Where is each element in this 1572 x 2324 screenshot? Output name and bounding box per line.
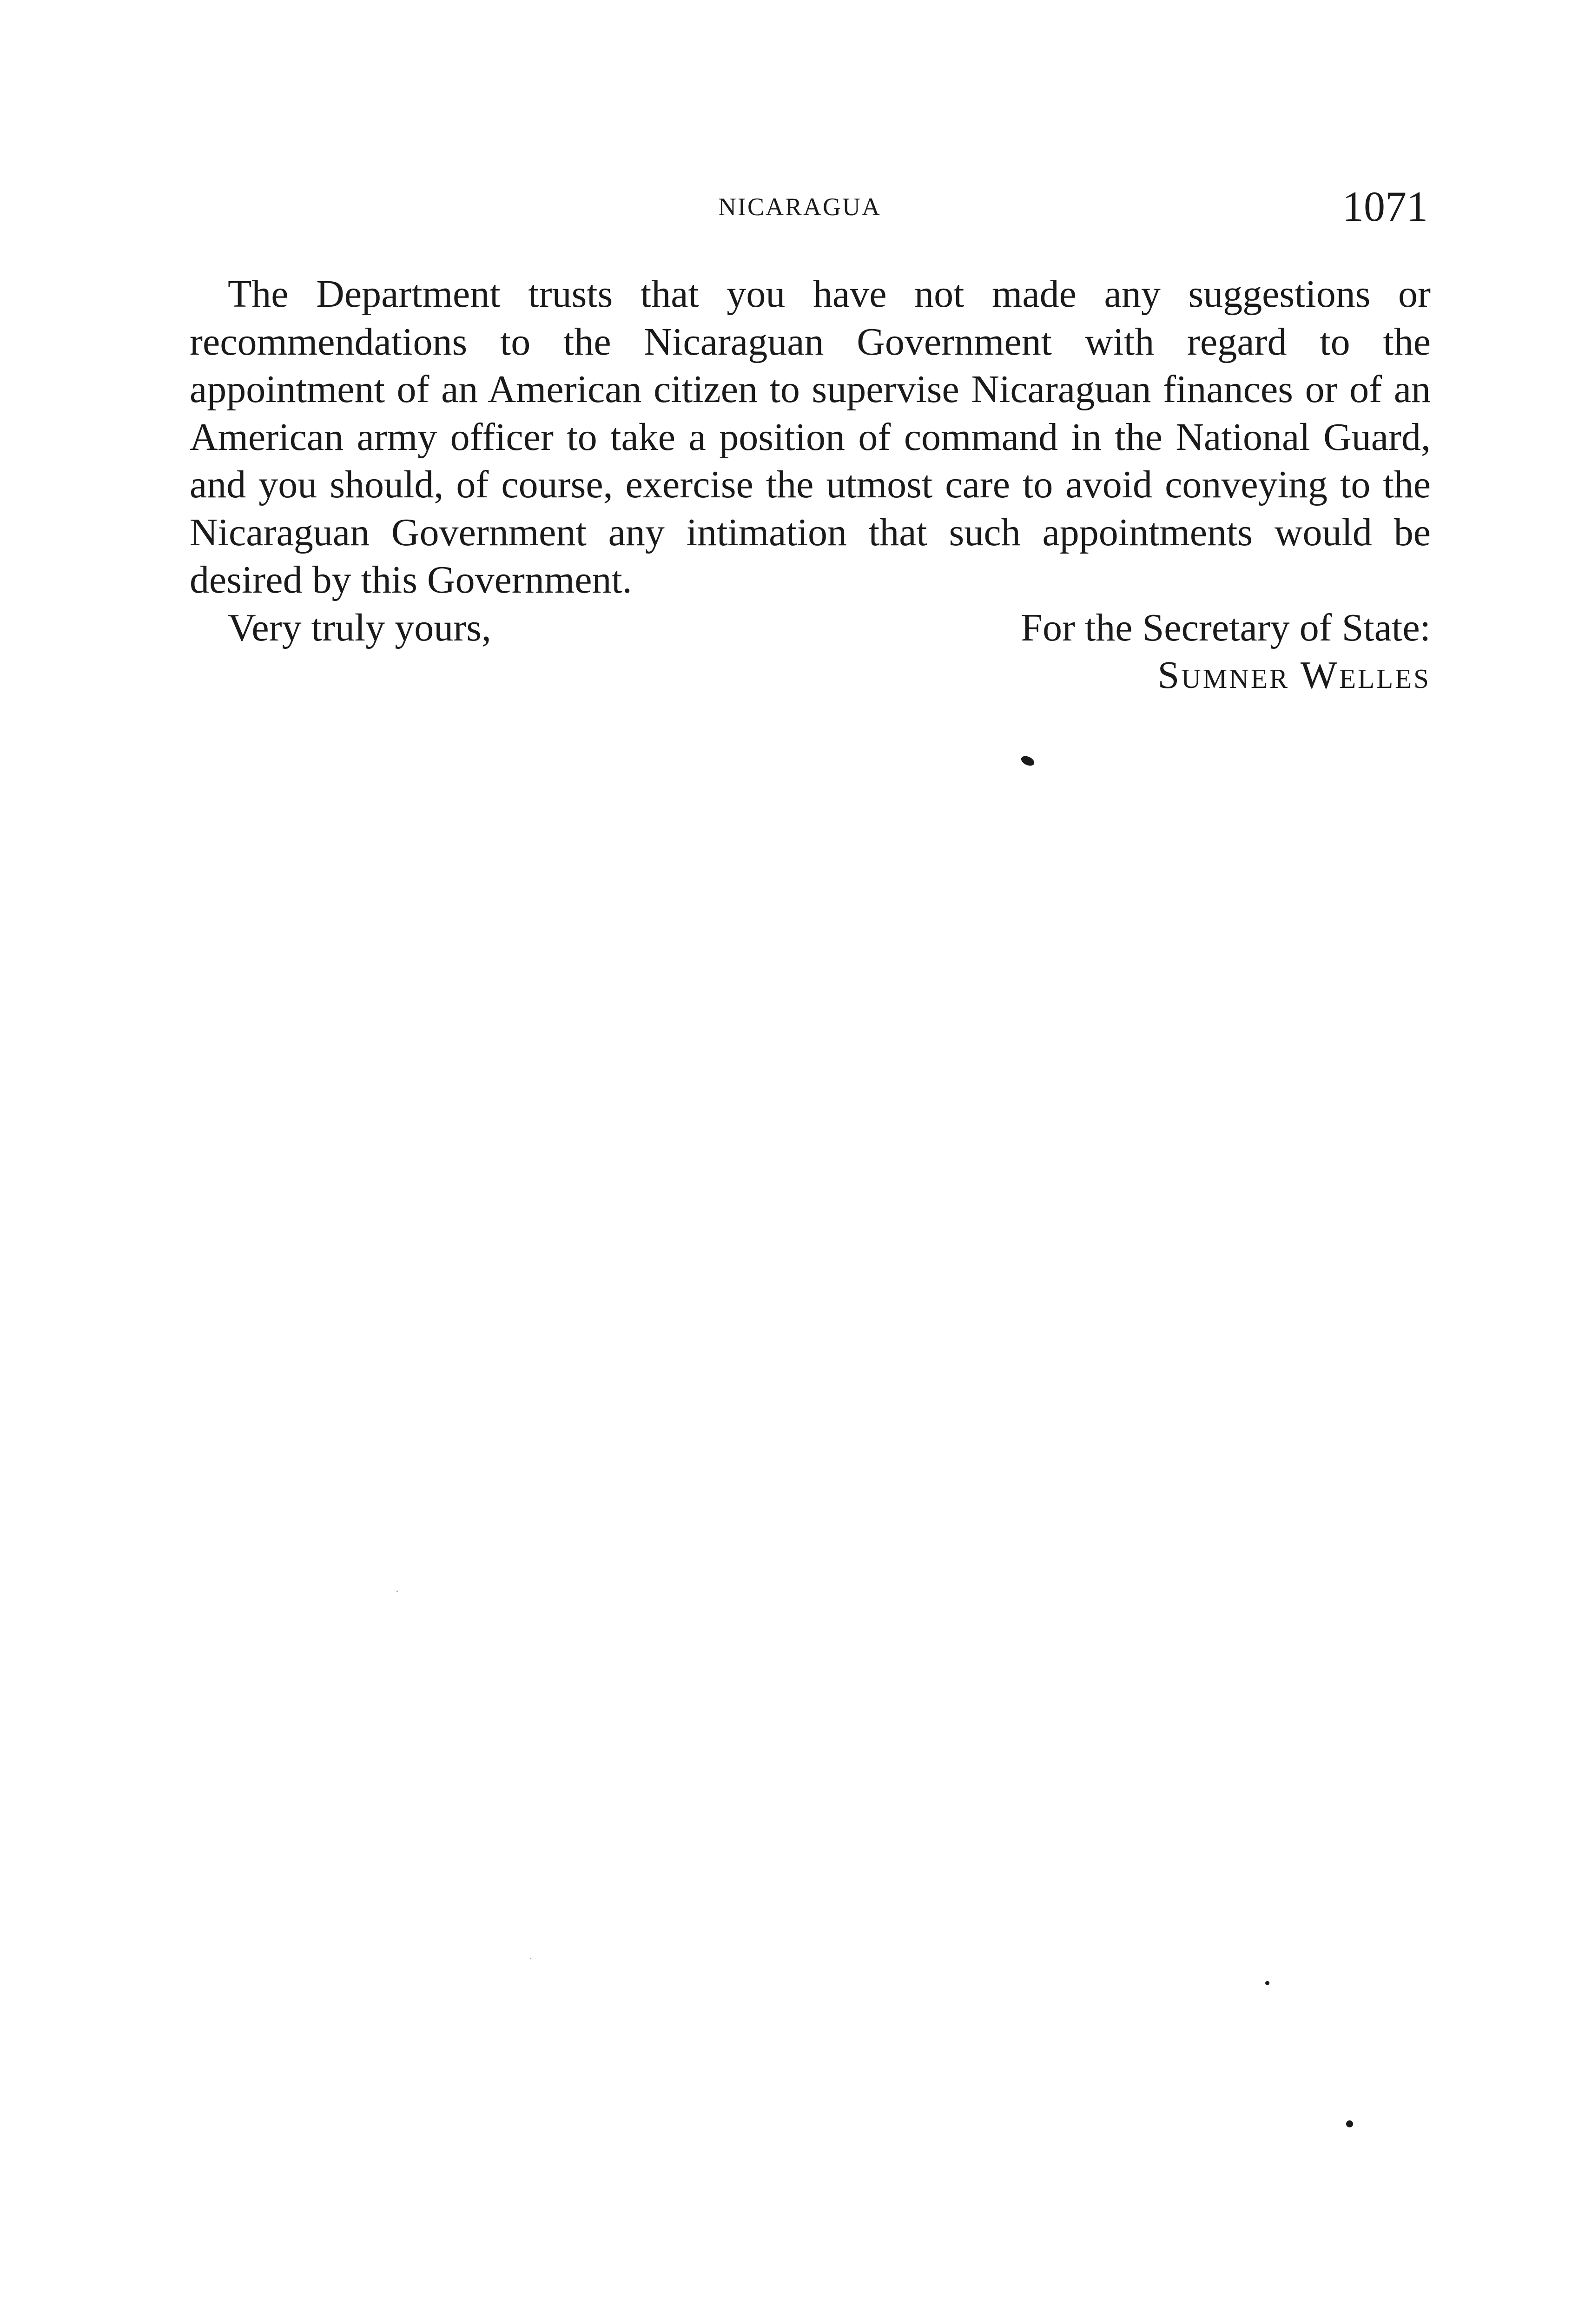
scan-speck (1346, 2120, 1353, 2127)
page-number: 1071 (1342, 183, 1428, 230)
body-line: to avoid conveying to the Nicaraguan Government any intimation that (190, 463, 1431, 554)
scan-speck (1265, 1981, 1269, 1985)
body-line: such appointments would be desired by this Government. (190, 510, 1431, 601)
body-line: recommendations to the Nicaraguan Government with regard to the (190, 320, 1431, 363)
signature-line: For the Secretary of State: (1021, 606, 1431, 649)
body-line: The Department trusts that you have not made any suggestions or (228, 272, 1431, 316)
body-line: National Guard, and you should, of course, exercise the utmost care (190, 415, 1431, 506)
body-line: or of an American army officer to take a position of command in the (190, 368, 1431, 459)
scan-speck (396, 1591, 398, 1592)
letter-body (190, 271, 1431, 700)
scan-speck (530, 1958, 531, 1959)
complimentary-close: Very truly yours, (228, 606, 491, 649)
running-head: NICARAGUA (718, 193, 881, 221)
scan-speck (1020, 754, 1036, 768)
body-line: appointment of an American citizen to supervise Nicaraguan finances (190, 368, 1293, 411)
letter-paragraph (190, 271, 1431, 604)
signer-name: Sumner Welles (1157, 654, 1431, 697)
closing-row (190, 604, 1431, 652)
